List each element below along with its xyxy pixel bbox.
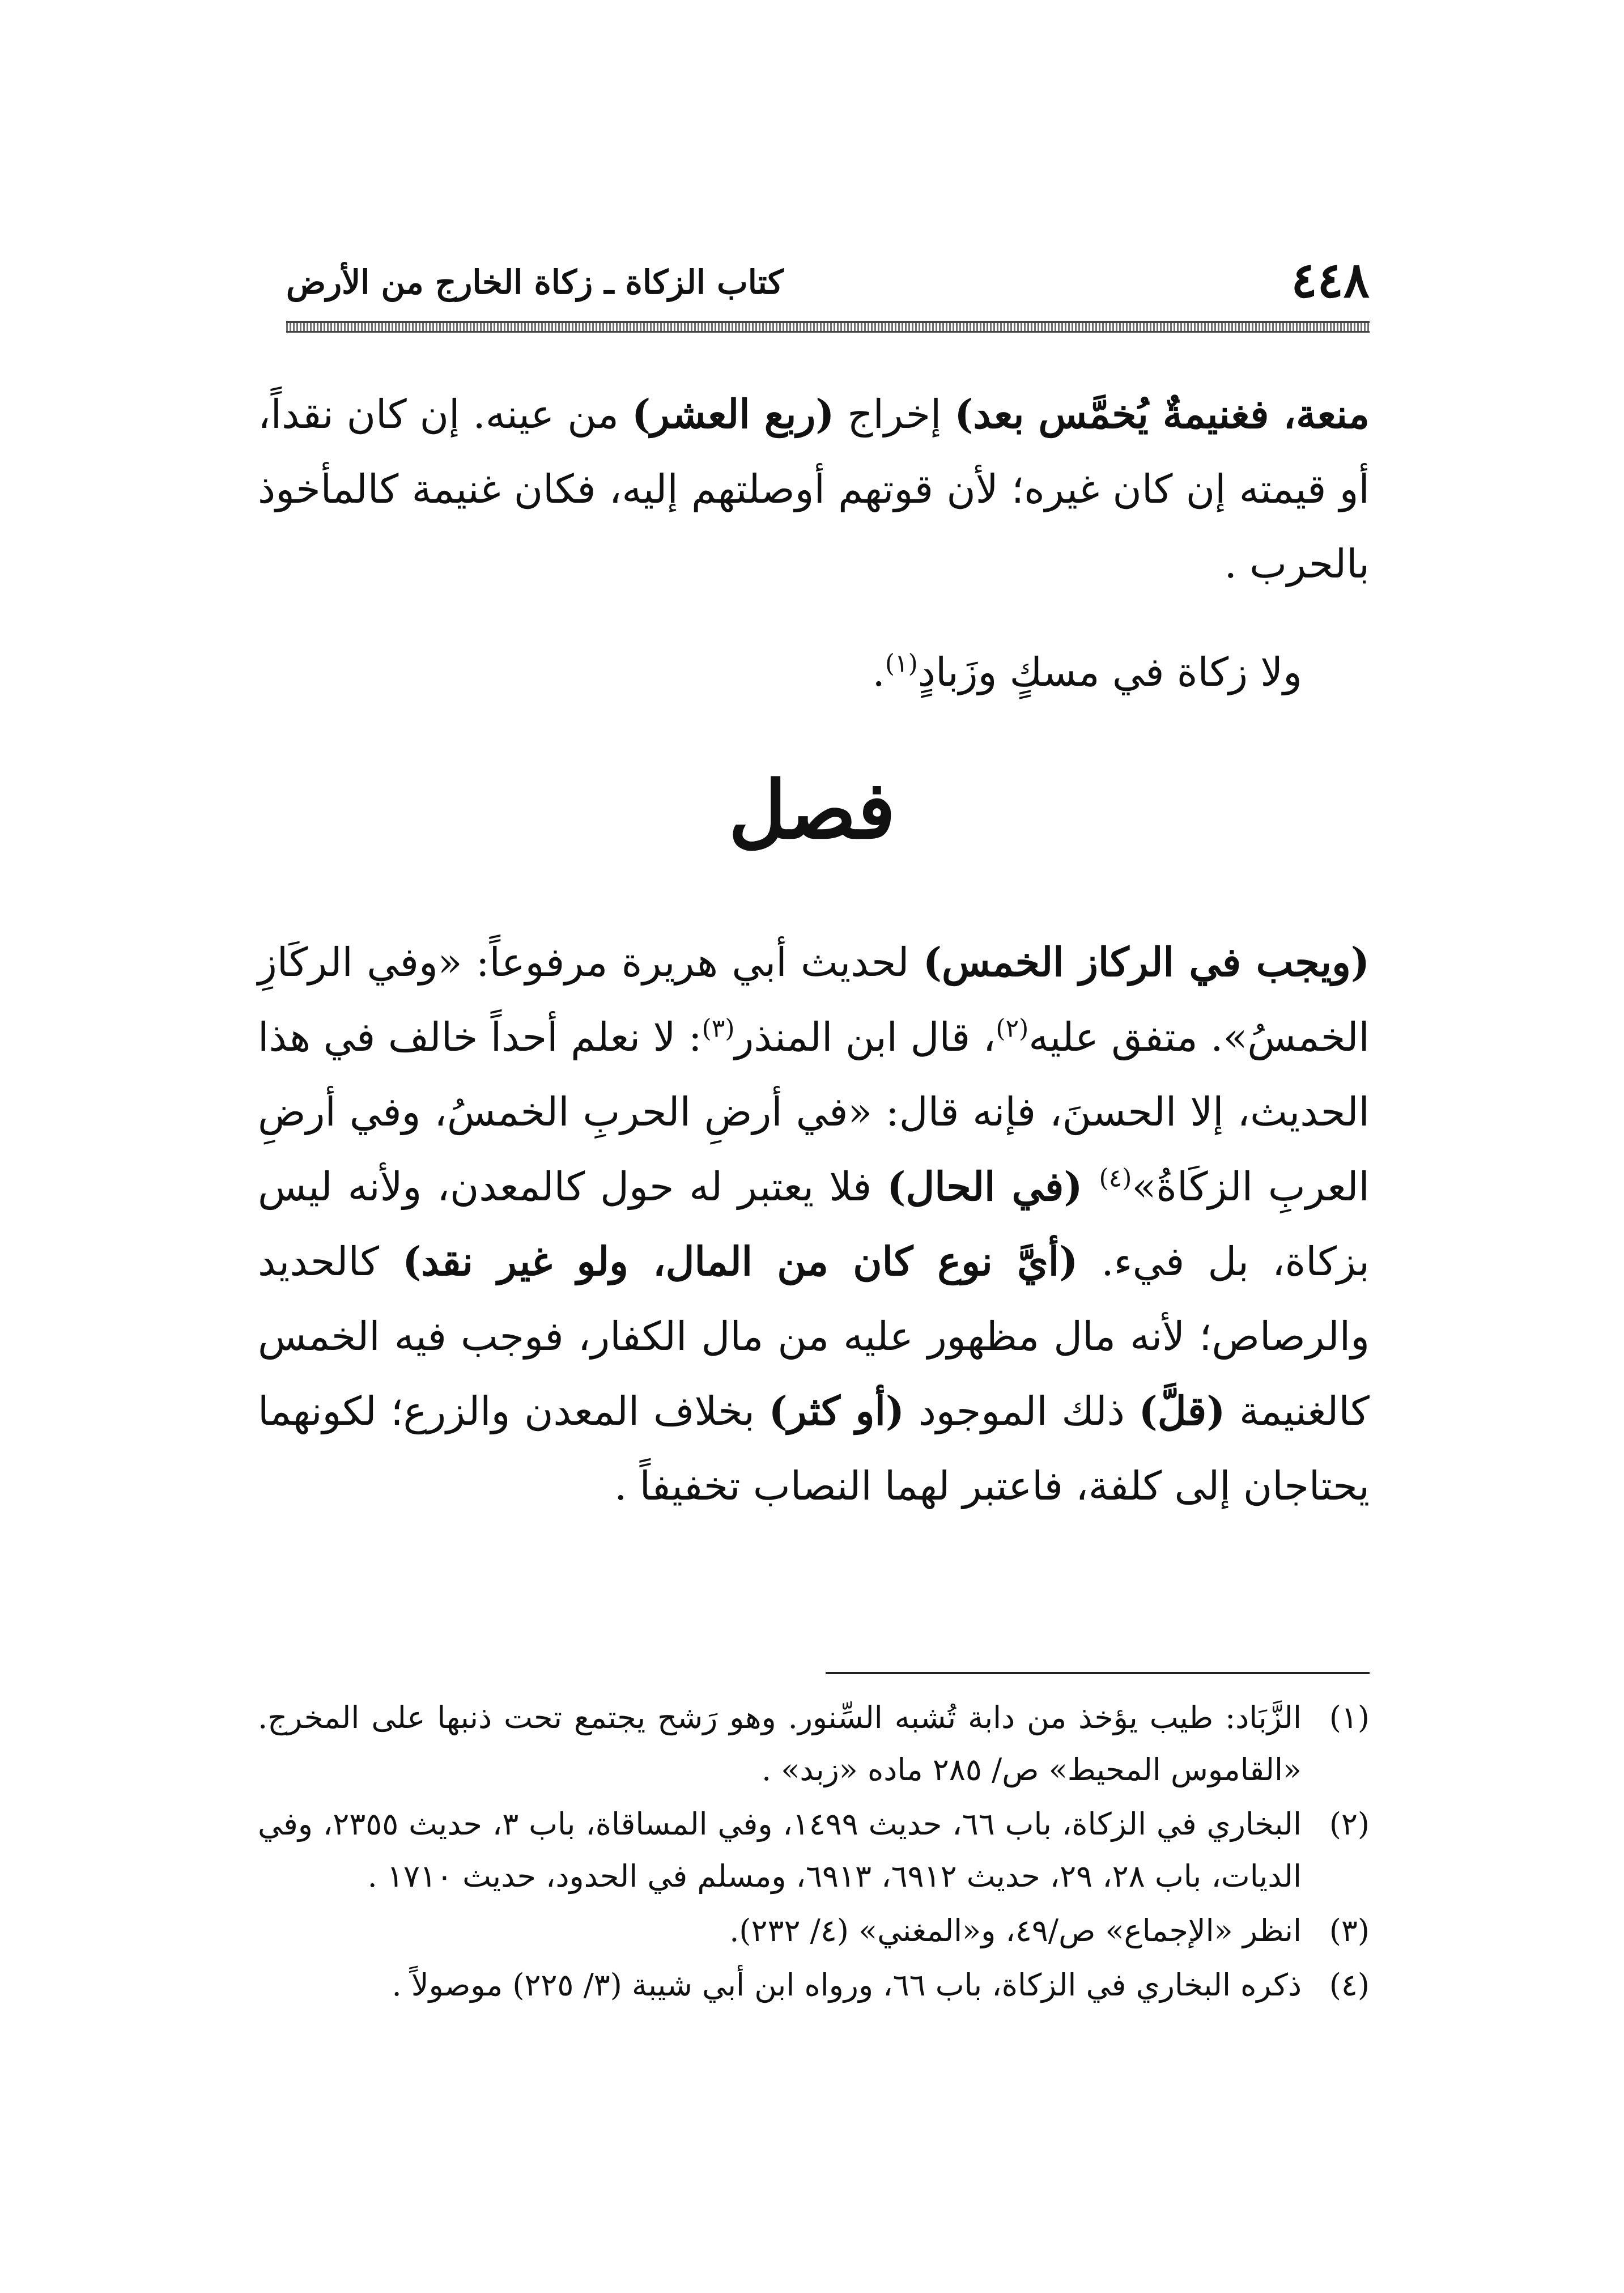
- footnotes: [258, 1692, 1370, 2014]
- footnote-number: (١): [1329, 1700, 1370, 1735]
- text-run: فلا يعتبر له حول كالمعدن، ولأنه ليس بزكاة، بل فيء.: [258, 1164, 1370, 1285]
- text-run: ولا زكاة في مسكٍ وزَبادٍ: [917, 649, 1302, 695]
- header-rule: [286, 321, 1370, 333]
- bold-phrase: (قلَّ): [1138, 1387, 1226, 1434]
- bold-phrase: (ويجب في الركاز الخمس): [922, 939, 1370, 986]
- page-number: ٤٤٨: [1291, 252, 1370, 309]
- running-header: [286, 249, 1370, 312]
- text-run: : لا نعلم أحداً خالف في هذا الحديث، إلا الحسنَ، فإنه قال: «في أرضِ الحربِ الخمسُ، وفي أرضِ العربِ الزكَاةُ»: [258, 1014, 1370, 1210]
- footnote-separator: [826, 1672, 1370, 1674]
- bold-phrase: منعة، فغنيمةٌ يُخمَّس بعد): [954, 390, 1370, 438]
- text-run: ذلك الموجود: [904, 1388, 1139, 1434]
- text-run: لحديث أبي هريرة مرفوعاً: «وفي الركَازِ الخمسُ». متفق عليه: [258, 939, 1370, 1060]
- bold-phrase: (في الحال): [887, 1163, 1099, 1210]
- bold-phrase: (أيَّ نوع كان من المال، ولو غير نقد): [402, 1238, 1078, 1285]
- footnote-item: [258, 1959, 1370, 2011]
- footnote-text: ذكره البخاري في الزكاة، باب ٦٦، ورواه ابن أبي شيبة (٣/ ٢٢٥) موصولاً .: [392, 1967, 1302, 2003]
- footnote-number: (٢): [1329, 1806, 1370, 1842]
- footnote-text: انظر «الإجماع» ص/٤٩، و«المغني» (٤/ ٢٣٢).: [729, 1913, 1302, 1948]
- text-run: ، قال ابن المنذر: [734, 1014, 996, 1060]
- text-run: بخلاف المعدن والزرع؛ لكونهما يحتاجان إلى كلفة، فاعتبر لهما النصاب تخفيفاً .: [258, 1388, 1370, 1509]
- text-run: من عينه. إن كان نقداً، أو قيمته إن كان غيره؛ لأن قوتهم أوصلتهم إليه، فكان غنيمة كالمأخوذ بالحرب .: [258, 391, 1370, 587]
- footnote-text: البخاري في الزكاة، باب ٦٦، حديث ١٤٩٩، وفي المساقاة، باب ٣، حديث ٢٣٥٥، وفي الديات، باب ٢٨، ٢٩، حديث ٦٩١٢، ٦٩١٣، ومسلم في الحدود، حديث ١٧١٠ .: [258, 1806, 1302, 1894]
- bold-phrase: (أو كثر): [768, 1387, 905, 1434]
- footnote-ref-1[interactable]: (١): [885, 649, 918, 678]
- text-run: إخراج: [834, 391, 955, 438]
- paragraph-rikaz: [258, 925, 1370, 1523]
- footnote-item: [258, 1905, 1370, 1957]
- paragraph-musk: [254, 635, 1302, 710]
- text-run: .: [872, 649, 885, 695]
- paragraph-continuation: [258, 377, 1370, 601]
- footnote-item: [258, 1692, 1370, 1796]
- footnote-ref-2[interactable]: (٢): [996, 1014, 1029, 1043]
- text-run: كالحديد والرصاص؛ لأنه مال مظهور عليه من مال الكفار، فوجب فيه الخمس كالغنيمة: [258, 1238, 1370, 1434]
- footnote-ref-3[interactable]: (٣): [702, 1014, 735, 1043]
- footnote-text: الزَّبَاد: طيب يؤخذ من دابة تُشبه السِّنور. وهو رَشح يجتمع تحت ذنبها على المخرج. «القاموس المحيط» ص/ ٢٨٥ ماده «زبد» .: [258, 1700, 1302, 1787]
- footnote-number: (٣): [1329, 1913, 1370, 1948]
- section-heading: فصل: [728, 764, 896, 857]
- bold-phrase: (ربع العشر): [631, 390, 835, 438]
- footnote-item: [258, 1798, 1370, 1903]
- footnote-number: (٤): [1329, 1967, 1370, 2003]
- running-title: كتاب الزكاة ـ زكاة الخارج من الأرض: [286, 263, 784, 302]
- footnote-ref-4[interactable]: (٤): [1099, 1164, 1132, 1193]
